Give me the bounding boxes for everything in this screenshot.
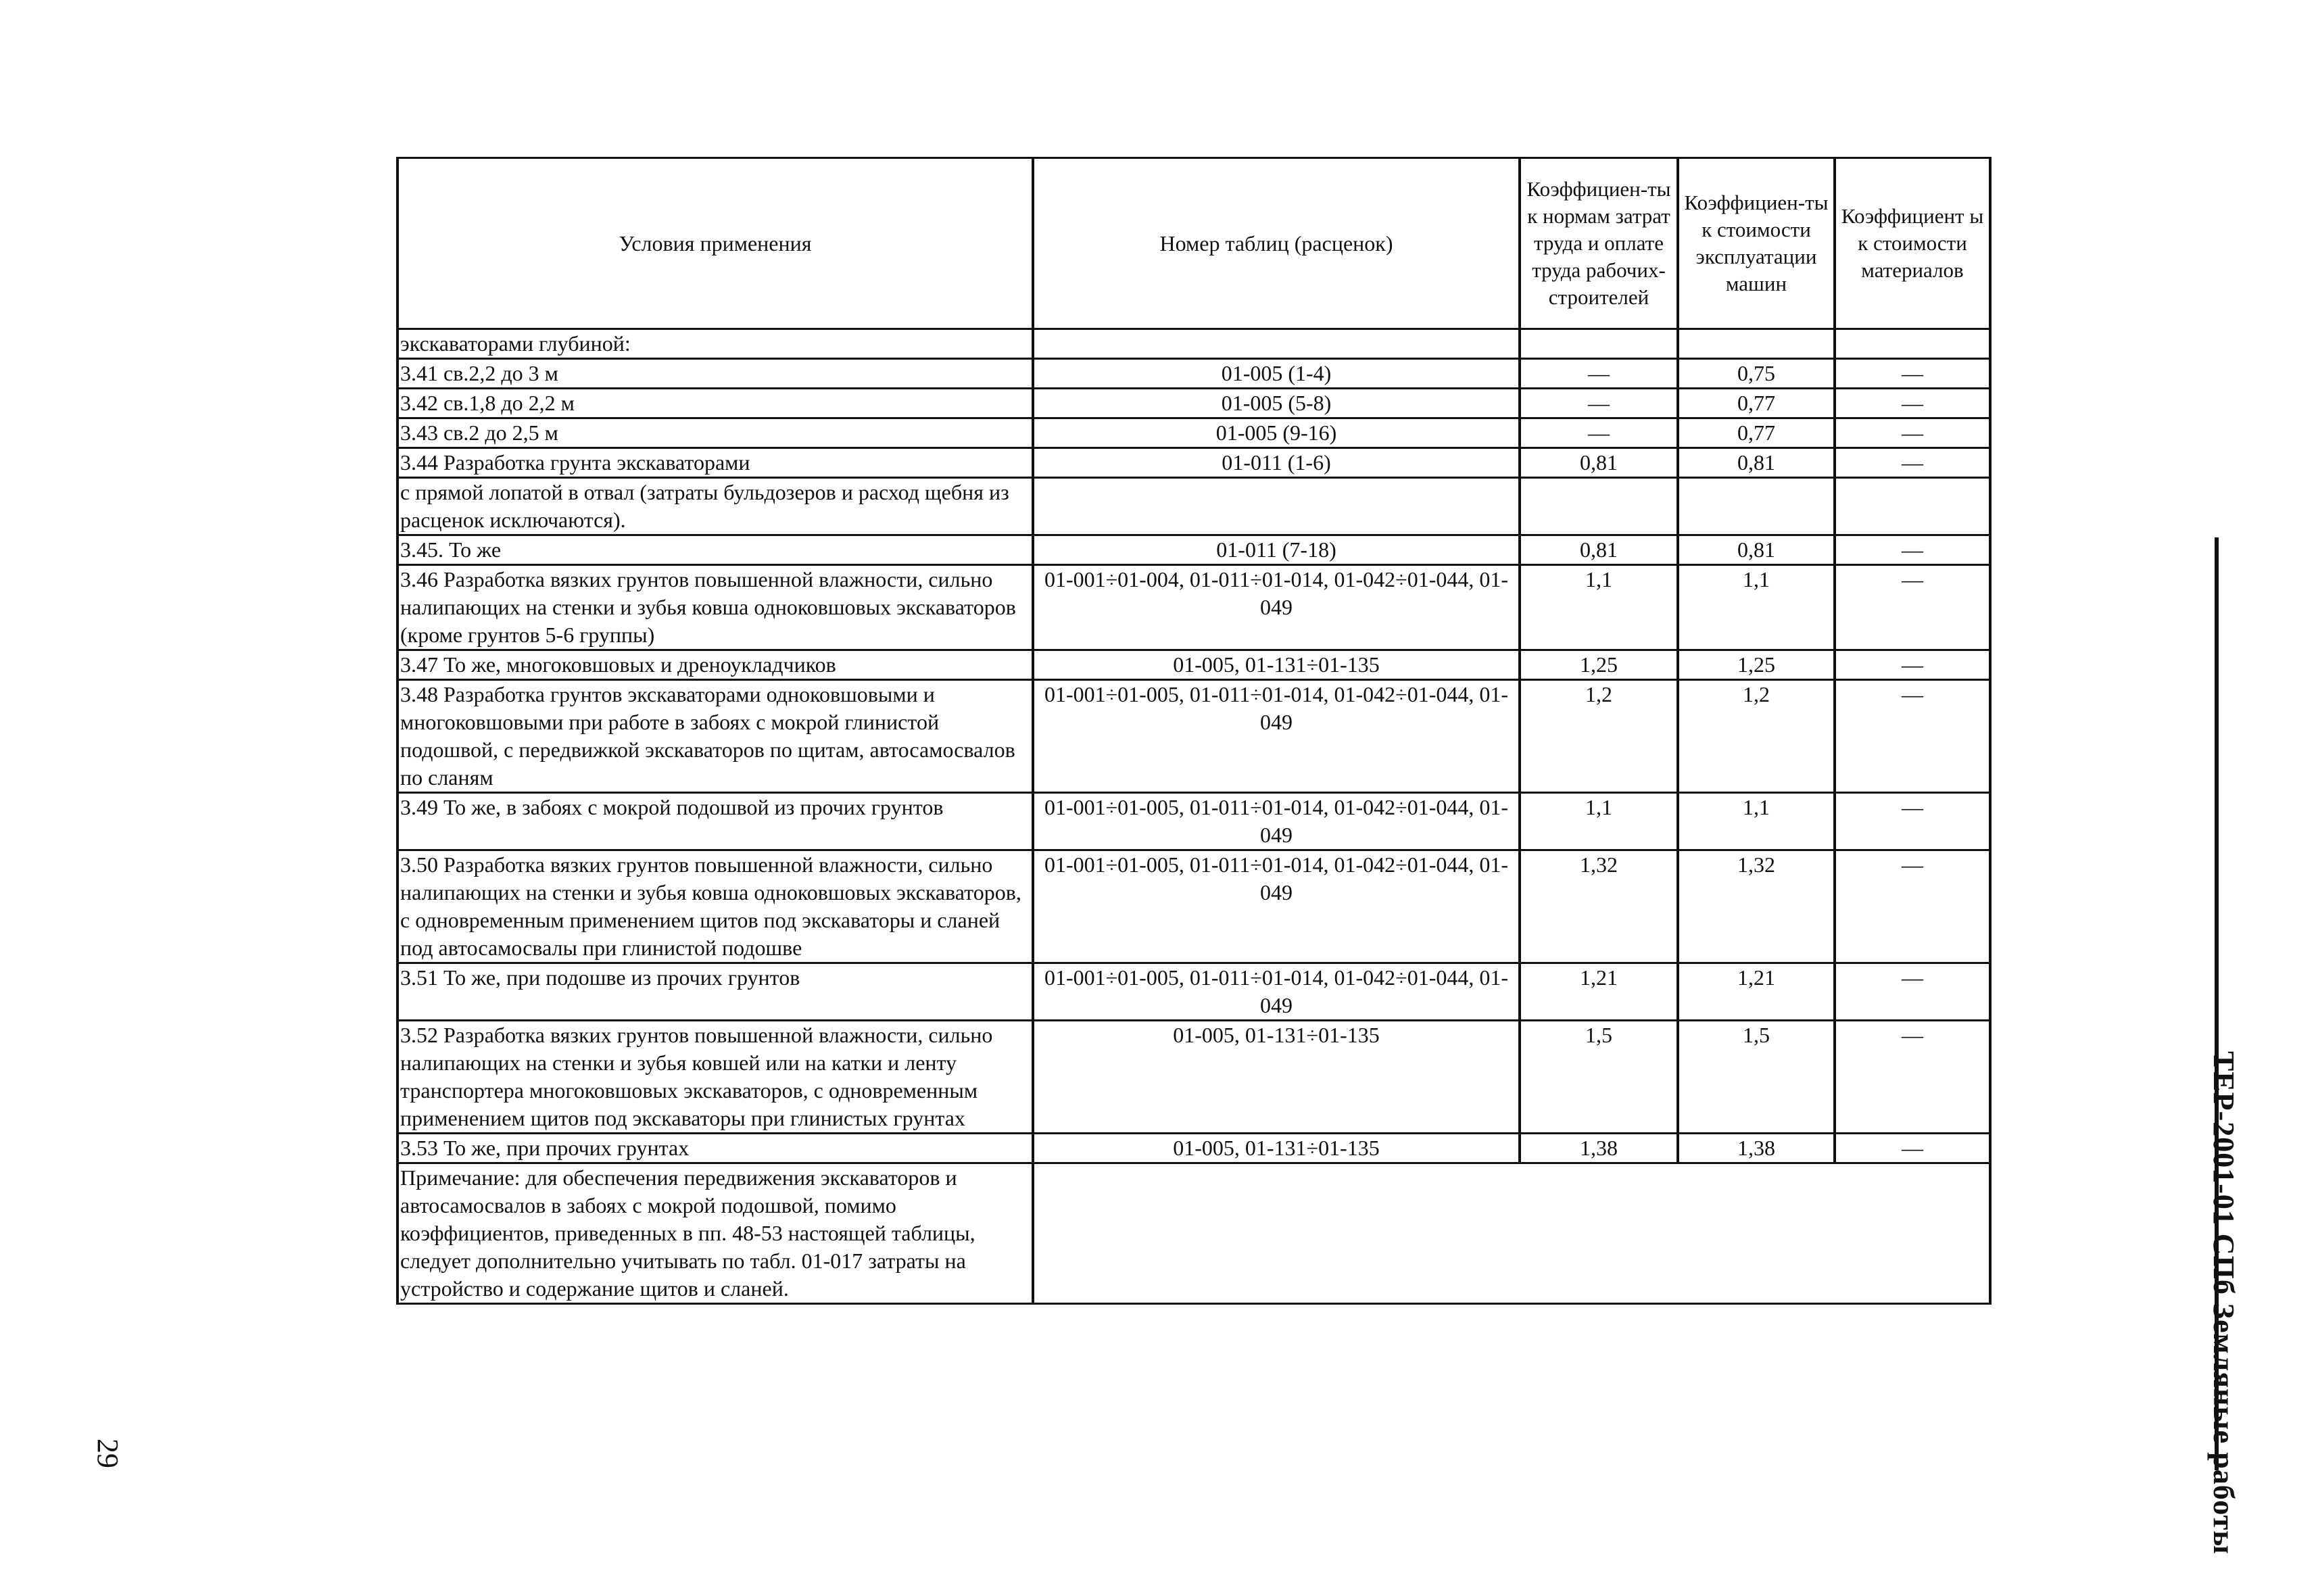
table-row — [397, 448, 1990, 478]
page-number: 29 — [91, 1438, 124, 1468]
cell-material-coefficient: — — [1835, 1021, 1990, 1134]
cell-labor-coefficient — [1520, 329, 1678, 359]
table-row — [397, 565, 1990, 650]
cell-table-number: 01-011 (7-18) — [1033, 535, 1520, 565]
cell-labor-coefficient: 1,1 — [1520, 793, 1678, 850]
cell-table-number: 01-005 (1-4) — [1033, 359, 1520, 389]
cell-labor-coefficient: — — [1520, 418, 1678, 448]
table-row — [397, 329, 1990, 359]
cell-condition: 3.50 Разработка вязких грунтов повышенной влажности, сильно налипающих на стенки и зубья ковша одноковшовых экскаваторов, с одновременным применением щитов под экскаваторы и сланей под автосамосвалы при глинистой подошве — [397, 850, 1033, 963]
cell-machine-coefficient: 1,5 — [1678, 1021, 1835, 1134]
table-row — [397, 680, 1990, 793]
cell-table-number: 01-005 (9-16) — [1033, 418, 1520, 448]
cell-table-number — [1033, 329, 1520, 359]
cell-labor-coefficient: — — [1520, 359, 1678, 389]
cell-condition: 3.52 Разработка вязких грунтов повышенной влажности, сильно налипающих на стенки и зубья ковшей или на катки и ленту транспортера многоковшовых экскаваторов, с одновременным применением щитов под экскаваторы при глинистых грунтах — [397, 1021, 1033, 1134]
table-header-row — [397, 158, 1990, 329]
cell-material-coefficient: — — [1835, 1134, 1990, 1163]
cell-material-coefficient: — — [1835, 448, 1990, 478]
table-row — [397, 389, 1990, 418]
cell-labor-coefficient: 1,1 — [1520, 565, 1678, 650]
cell-labor-coefficient: 1,2 — [1520, 680, 1678, 793]
header-conditions: Условия применения — [397, 158, 1033, 329]
table-row — [397, 793, 1990, 850]
table-row — [397, 418, 1990, 448]
header-table-numbers: Номер таблиц (расценок) — [1033, 158, 1520, 329]
cell-condition: 3.44 Разработка грунта экскаваторами — [397, 448, 1033, 478]
cell-machine-coefficient: 1,25 — [1678, 650, 1835, 680]
cell-labor-coefficient: — — [1520, 389, 1678, 418]
note-row — [397, 1163, 1990, 1304]
cell-condition: 3.46 Разработка вязких грунтов повышенной влажности, сильно налипающих на стенки и зубья ковша одноковшовых экскаваторов (кроме грунтов 5-6 группы) — [397, 565, 1033, 650]
cell-table-number: 01-001÷01-005, 01-011÷01-014, 01-042÷01-044, 01-049 — [1033, 680, 1520, 793]
cell-machine-coefficient: 0,81 — [1678, 448, 1835, 478]
cell-labor-coefficient: 1,25 — [1520, 650, 1678, 680]
table-row — [397, 1021, 1990, 1134]
cell-table-number: 01-005, 01-131÷01-135 — [1033, 1021, 1520, 1134]
cell-condition: 3.48 Разработка грунтов экскаваторами одноковшовыми и многоковшовыми при работе в забоях с мокрой глинистой подошвой, с передвижкой экскаваторов по щитам, автосамосвалов по сланям — [397, 680, 1033, 793]
cell-material-coefficient — [1835, 478, 1990, 535]
cell-labor-coefficient — [1520, 478, 1678, 535]
table-row — [397, 650, 1990, 680]
cell-condition: с прямой лопатой в отвал (затраты бульдозеров и расход щебня из расценок исключаются). — [397, 478, 1033, 535]
coefficients-table — [396, 157, 1992, 1305]
cell-material-coefficient: — — [1835, 793, 1990, 850]
table-row — [397, 535, 1990, 565]
cell-material-coefficient — [1835, 329, 1990, 359]
cell-condition: 3.51 То же, при подошве из прочих грунтов — [397, 963, 1033, 1021]
table-row — [397, 963, 1990, 1021]
cell-condition: 3.41 св.2,2 до 3 м — [397, 359, 1033, 389]
cell-table-number: 01-001÷01-005, 01-011÷01-014, 01-042÷01-044, 01-049 — [1033, 850, 1520, 963]
cell-labor-coefficient: 1,5 — [1520, 1021, 1678, 1134]
cell-condition: экскаваторами глубиной: — [397, 329, 1033, 359]
cell-material-coefficient: — — [1835, 535, 1990, 565]
cell-table-number: 01-001÷01-004, 01-011÷01-014, 01-042÷01-044, 01-049 — [1033, 565, 1520, 650]
cell-condition: 3.42 св.1,8 до 2,2 м — [397, 389, 1033, 418]
cell-labor-coefficient: 0,81 — [1520, 448, 1678, 478]
cell-material-coefficient: — — [1835, 963, 1990, 1021]
cell-labor-coefficient: 1,38 — [1520, 1134, 1678, 1163]
cell-table-number: 01-001÷01-005, 01-011÷01-014, 01-042÷01-044, 01-049 — [1033, 793, 1520, 850]
cell-material-coefficient: — — [1835, 389, 1990, 418]
header-machine-coefficient: Коэффициен-ты к стоимости эксплуатации машин — [1678, 158, 1835, 329]
cell-condition: 3.45. То же — [397, 535, 1033, 565]
header-labor-coefficient: Коэффициен-ты к нормам затрат труда и оплате труда рабочих-строителей — [1520, 158, 1678, 329]
cell-machine-coefficient: 0,75 — [1678, 359, 1835, 389]
cell-machine-coefficient: 1,38 — [1678, 1134, 1835, 1163]
cell-machine-coefficient: 1,21 — [1678, 963, 1835, 1021]
cell-machine-coefficient: 1,1 — [1678, 565, 1835, 650]
cell-table-number: 01-005, 01-131÷01-135 — [1033, 650, 1520, 680]
cell-condition: 3.43 св.2 до 2,5 м — [397, 418, 1033, 448]
cell-material-coefficient: — — [1835, 359, 1990, 389]
cell-machine-coefficient — [1678, 329, 1835, 359]
table-note: Примечание: для обеспечения передвижения экскаваторов и автосамосвалов в забоях с мокрой подошвой, помимо коэффициентов, приведенных в пп. 48-53 настоящей таблицы, следует дополнительно учитывать по табл. 01-017 затраты на устройство и содержание щитов и сланей. — [397, 1163, 1033, 1304]
cell-table-number: 01-005 (5-8) — [1033, 389, 1520, 418]
table-row — [397, 478, 1990, 535]
cell-material-coefficient: — — [1835, 650, 1990, 680]
cell-labor-coefficient: 1,32 — [1520, 850, 1678, 963]
cell-table-number: 01-001÷01-005, 01-011÷01-014, 01-042÷01-044, 01-049 — [1033, 963, 1520, 1021]
cell-material-coefficient: — — [1835, 418, 1990, 448]
cell-material-coefficient: — — [1835, 565, 1990, 650]
note-empty-cell — [1033, 1163, 1990, 1304]
cell-condition: 3.49 То же, в забоях с мокрой подошвой из прочих грунтов — [397, 793, 1033, 850]
table-row — [397, 359, 1990, 389]
cell-labor-coefficient: 1,21 — [1520, 963, 1678, 1021]
cell-table-number — [1033, 478, 1520, 535]
cell-table-number: 01-005, 01-131÷01-135 — [1033, 1134, 1520, 1163]
table-row — [397, 1134, 1990, 1163]
cell-table-number: 01-011 (1-6) — [1033, 448, 1520, 478]
cell-condition: 3.47 То же, многоковшовых и дреноукладчиков — [397, 650, 1033, 680]
cell-material-coefficient: — — [1835, 850, 1990, 963]
cell-machine-coefficient: 0,77 — [1678, 389, 1835, 418]
header-material-coefficient: Коэффициент ы к стоимости материалов — [1835, 158, 1990, 329]
cell-machine-coefficient: 1,1 — [1678, 793, 1835, 850]
cell-labor-coefficient: 0,81 — [1520, 535, 1678, 565]
cell-condition: 3.53 То же, при прочих грунтах — [397, 1134, 1033, 1163]
table-row — [397, 850, 1990, 963]
cell-machine-coefficient — [1678, 478, 1835, 535]
page-title: ТЕР-2001-01 СПб Земляные работы — [2207, 1051, 2240, 1555]
cell-machine-coefficient: 1,2 — [1678, 680, 1835, 793]
cell-machine-coefficient: 0,81 — [1678, 535, 1835, 565]
cell-machine-coefficient: 0,77 — [1678, 418, 1835, 448]
cell-material-coefficient: — — [1835, 680, 1990, 793]
cell-machine-coefficient: 1,32 — [1678, 850, 1835, 963]
